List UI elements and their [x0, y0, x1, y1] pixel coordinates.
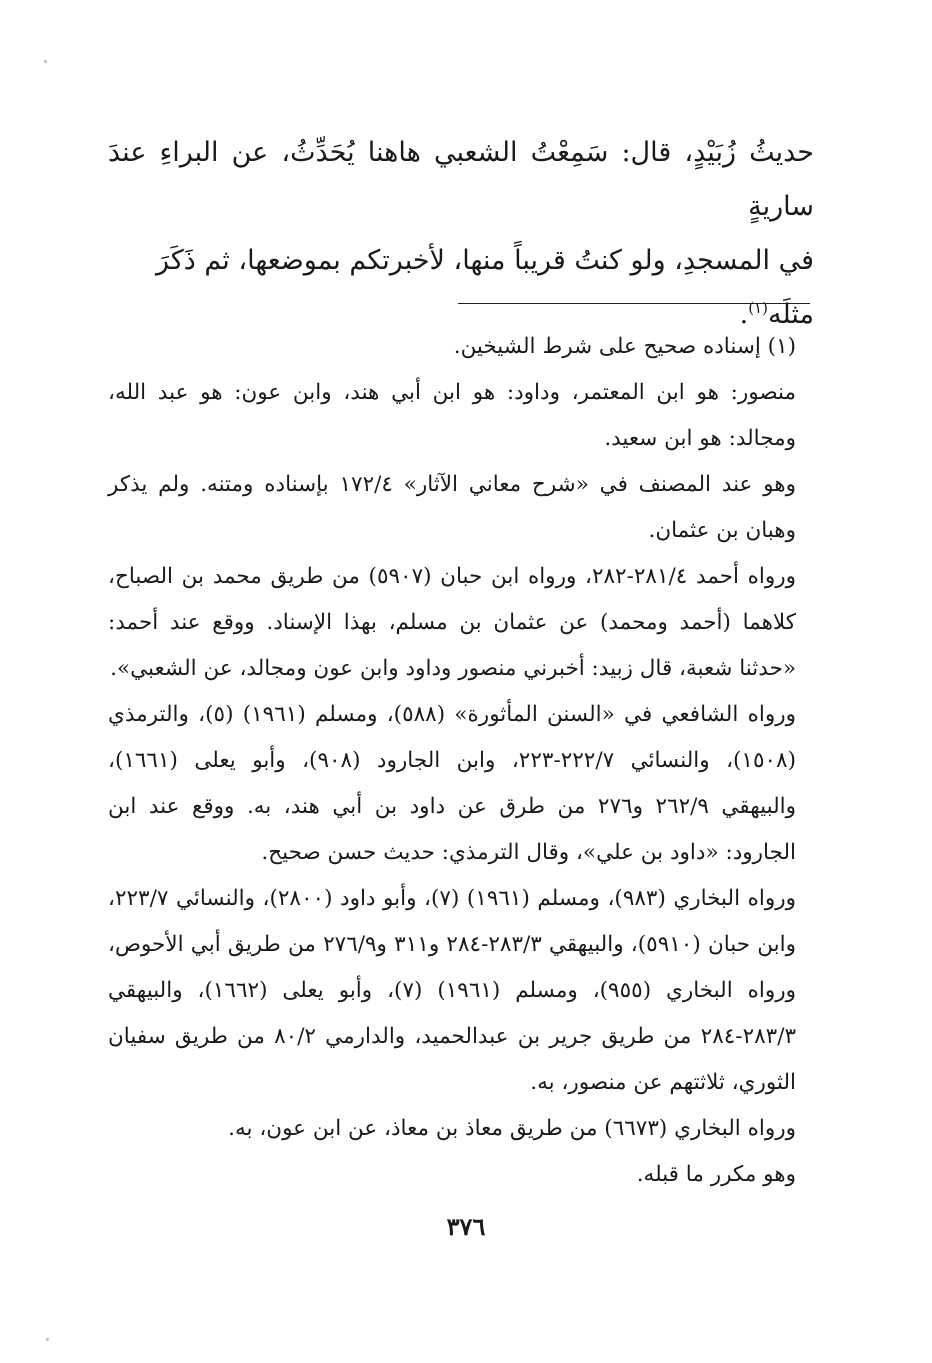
footnote-item: ورواه البخاري (٦٦٧٣) من طريق معاذ بن معاذ، عن ابن عون، به.: [228, 1116, 796, 1141]
footnote-item: ورواه أحمد ٢٨١/٤-٢٨٢، ورواه ابن حبان (٥٩٠٧) من طريق محمد بن الصباح، كلاهما (أحمد ومحمد) عن عثمان بن مسلم، بهذا الإسناد. ووقع عند أحمد: «حدثنا شعبة، قال زبيد: أخبرني منصور وداود وابن عون ومجالد، عن الشعبي».: [108, 564, 796, 681]
main-text-line: في المسجدِ، ولو كنتُ قريباً منها، لأخبرتكم بموضعها، ثم ذَكَرَ: [155, 245, 814, 276]
footnote-item: ورواه البخاري (٩٨٣)، ومسلم (١٩٦١) (٧)، وأبو داود (٢٨٠٠)، والنسائي ٢٢٣/٧، وابن حبان (٥٩١٠)، والبيهقي ٢٨٣/٣-٢٨٤ و٣١١ و٢٧٦/٩ من طريق أبي الأحوص، ورواه البخاري (٩٥٥)، ومسلم (١٩٦١) (٧)، وأبو يعلى (١٦٦٢)، والبيهقي ٢٨٣/٣-٢٨٤ من طريق جرير بن عبدالحميد، والدارمي ٨٠/٢ من طريق سفيان الثوري، ثلاثتهم عن منصور، به.: [108, 886, 796, 1095]
main-text-fragment: .: [739, 299, 749, 330]
main-text-line: حديثُ زُبَيْدٍ، قال: سَمِعْتُ الشعبي هاهنا يُحَدِّثُ، عن البراءِ عندَ ساريةٍ: [108, 137, 814, 222]
scan-speck: [46, 1338, 49, 1341]
main-text: [108, 126, 814, 342]
footnote-reference[interactable]: (١): [748, 299, 768, 317]
footnotes: [108, 324, 814, 1198]
main-text-fragment: مثلَه: [767, 299, 814, 330]
footnote-item: (١) إسناده صحيح على شرط الشيخين.: [453, 334, 796, 359]
page-number: ٣٧٦: [446, 1212, 486, 1241]
footnote-item: ورواه الشافعي في «السنن المأثورة» (٥٨٨)، ومسلم (١٩٦١) (٥)، والترمذي (١٥٠٨)، والنسائي ٢٢٢/٧-٢٢٣، وابن الجارود (٩٠٨)، وأبو يعلى (١٦٦١)، والبيهقي ٢٦٢/٩ و٢٧٦ من طرق عن داود بن أبي هند، به. ووقع عند ابن الجارود: «داود بن علي»، وقال الترمذي: حديث حسن صحيح.: [108, 702, 797, 865]
footnote-item: وهو مكرر ما قبله.: [636, 1162, 796, 1187]
footnote-item: وهو عند المصنف في «شرح معاني الآثار» ١٧٢/٤ بإسناده ومتنه. ولم يذكر وهبان بن عثمان.: [108, 472, 797, 543]
footnote-item: منصور: هو ابن المعتمر، وداود: هو ابن أبي هند، وابن عون: هو عبد الله، ومجالد: هو ابن سعيد.: [108, 380, 796, 451]
footnote-separator: [458, 303, 810, 304]
scan-speck: [44, 60, 47, 63]
